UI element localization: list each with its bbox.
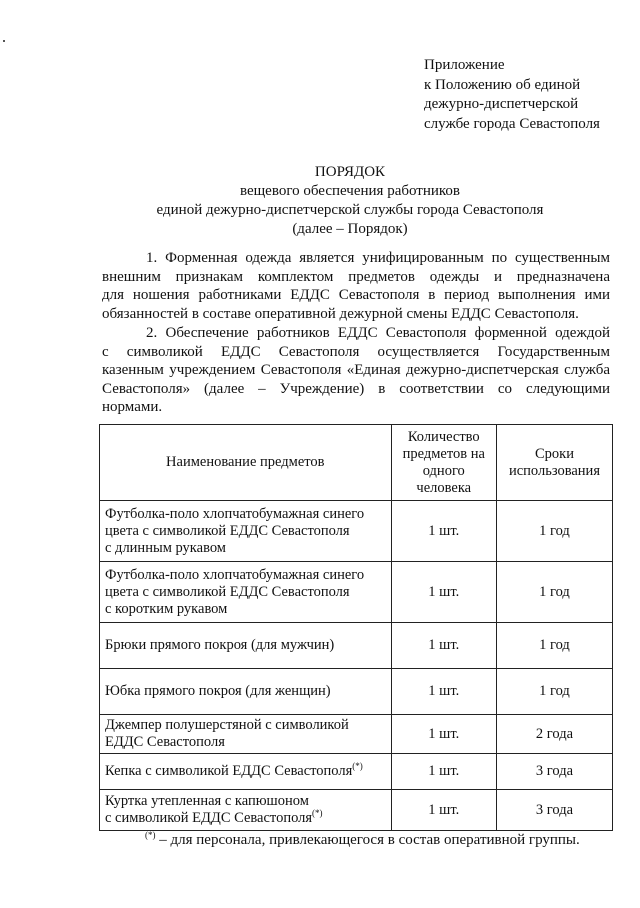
table-row <box>100 790 613 831</box>
item-name <box>100 501 392 562</box>
paragraph-1 <box>102 249 610 323</box>
title-heading: ПОРЯДОК <box>314 164 386 180</box>
item-name-text: Кепка с символикой ЕДДС Севастополя <box>105 763 353 779</box>
item-quantity: 1 шт. <box>391 715 496 754</box>
table-row <box>100 754 613 790</box>
item-term: 3 года <box>496 790 612 831</box>
item-name-text: с символикой ЕДДС Севастополя <box>105 810 313 826</box>
item-quantity: 1 шт. <box>391 501 496 562</box>
item-name-line: Футболка-поло хлопчатобумажная синего <box>105 505 365 522</box>
table-row <box>100 715 613 754</box>
title-line: единой дежурно-диспетчерской службы города Севастополя <box>156 202 544 218</box>
item-quantity: 1 шт. <box>391 562 496 623</box>
item-name-line: ЕДДС Севастополя <box>105 734 225 750</box>
header-quantity: Количество предметов на одного человека <box>391 425 496 501</box>
item-name-line: Футболка-поло хлопчатобумажная синего <box>105 566 365 583</box>
item-name-line <box>105 810 386 827</box>
item-name <box>100 715 392 754</box>
item-name-line: с длинным рукавом <box>105 539 226 556</box>
paragraph-line: 2. Обеспечение работников ЕДДС Севастополя форменной одеждой <box>146 325 610 341</box>
appendix-line: Приложение <box>424 57 505 73</box>
item-term: 1 год <box>496 623 612 669</box>
paragraph-line: нормами. <box>102 399 163 416</box>
item-term: 1 год <box>496 501 612 562</box>
table-row <box>100 562 613 623</box>
item-name <box>100 562 392 623</box>
footnote-mark: (*) <box>145 830 156 840</box>
item-name-line: Куртка утепленная с капюшоном <box>105 793 309 809</box>
item-name-line: Джемпер полушерстяной с символикой <box>105 717 349 733</box>
footnote-asterisk: (*) <box>312 808 323 818</box>
item-term: 2 года <box>496 715 612 754</box>
item-name-line: Брюки прямого покроя (для мужчин) <box>105 637 335 653</box>
table-row <box>100 501 613 562</box>
norms-table <box>99 424 613 831</box>
table-row <box>100 669 613 715</box>
header-term: Сроки использования <box>496 425 612 501</box>
paragraph-line: обязанностей в составе оперативной дежурной смены ЕДДС Севастополя. <box>102 305 579 322</box>
item-name-line: цвета с символикой ЕДДС Севастополя <box>105 583 350 600</box>
item-name <box>100 754 392 790</box>
item-term: 1 год <box>496 669 612 715</box>
header-name: Наименование предметов <box>100 425 392 501</box>
item-name-line: цвета с символикой ЕДДС Севастополя <box>105 522 350 539</box>
paragraph-line: с символикой ЕДДС Севастополя осуществляется Государственным <box>102 343 610 360</box>
appendix-block <box>424 56 634 134</box>
item-name <box>100 669 392 715</box>
paragraph-line: казенным учреждением Севастополя «Единая дежурно-диспетчерская служба <box>102 362 610 379</box>
footnote-text: – для персонала, привлекающегося в состав оперативной группы. <box>155 832 580 848</box>
item-name <box>100 790 392 831</box>
item-term: 3 года <box>496 754 612 790</box>
appendix-line: дежурно-диспетчерской <box>424 96 579 112</box>
document-title <box>60 163 640 239</box>
margin-dot <box>3 40 5 42</box>
paragraph-line: 1. Форменная одежда является унифицированным по существенным <box>146 250 610 266</box>
appendix-line: службе города Севастополя <box>424 115 600 132</box>
paragraph-line: внешним признакам комплектом предметов одежды и предназначена <box>102 268 610 285</box>
item-quantity: 1 шт. <box>391 669 496 715</box>
footnote-asterisk: (*) <box>352 761 363 771</box>
title-line: вещевого обеспечения работников <box>239 183 461 199</box>
item-term: 1 год <box>496 562 612 623</box>
item-quantity: 1 шт. <box>391 790 496 831</box>
paragraph-2 <box>102 324 610 417</box>
footnote <box>145 832 580 849</box>
item-name-line: Юбка прямого покроя (для женщин) <box>105 683 331 699</box>
item-quantity: 1 шт. <box>391 623 496 669</box>
item-name <box>100 623 392 669</box>
appendix-line: к Положению об единой <box>424 76 581 93</box>
paragraph-line: Севастополя» (далее – Учреждение) в соответствии со следующими <box>102 380 610 397</box>
item-quantity: 1 шт. <box>391 754 496 790</box>
title-line: (далее – Порядок) <box>292 221 408 237</box>
table-row <box>100 623 613 669</box>
item-name-line <box>105 763 386 780</box>
item-name-line: с коротким рукавом <box>105 600 228 617</box>
table-header-row <box>100 425 613 501</box>
paragraph-line: для ношения работниками ЕДДС Севастополя в период выполнения ими <box>102 287 610 304</box>
